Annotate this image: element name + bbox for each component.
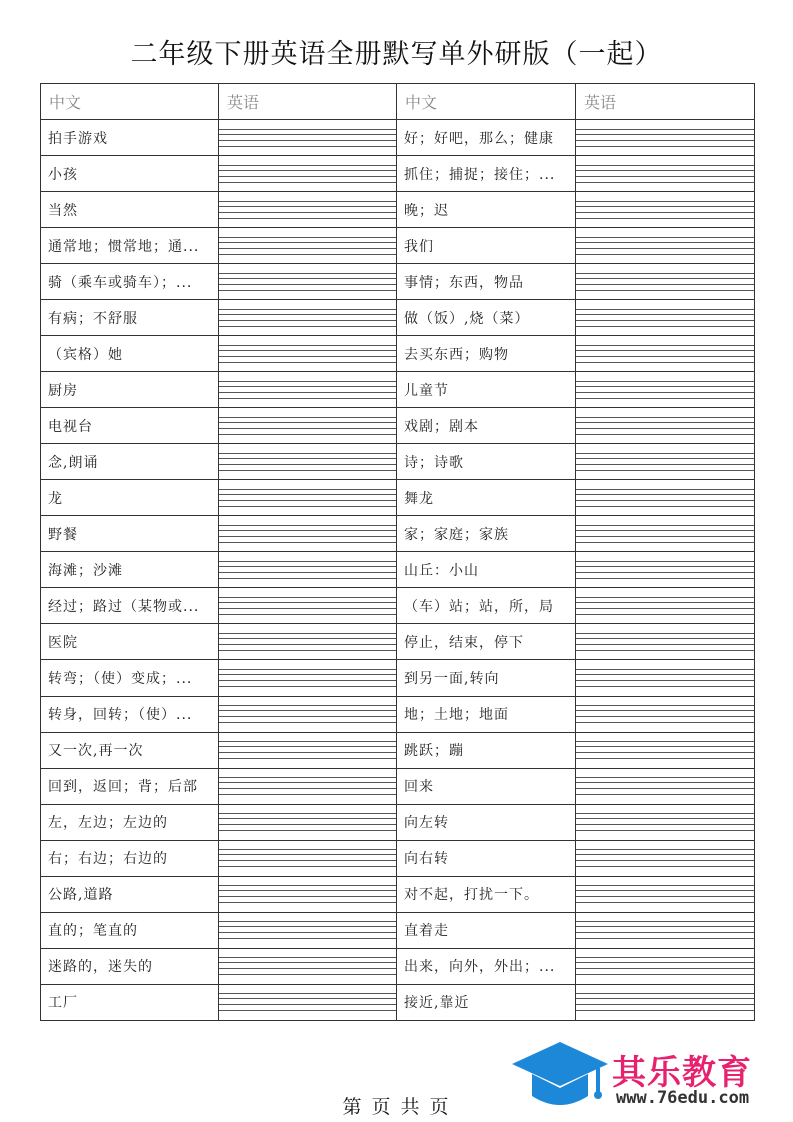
english-answer-right[interactable] [576,228,755,264]
writing-lines [576,741,754,759]
chinese-word-right: 事情；东西，物品 [397,264,576,300]
english-answer-right[interactable] [576,264,755,300]
chinese-word-right: 山丘：小山 [397,552,576,588]
writing-lines [576,597,754,615]
writing-lines [576,489,754,507]
writing-lines [219,849,396,867]
chinese-word-right: 接近,靠近 [397,984,576,1020]
english-answer-left[interactable] [219,408,397,444]
table-row [41,336,755,372]
english-answer-left[interactable] [219,192,397,228]
english-answer-left[interactable] [219,120,397,156]
writing-lines [219,957,396,975]
english-answer-left[interactable] [219,372,397,408]
english-answer-right[interactable] [576,408,755,444]
table-row [41,876,755,912]
table-row [41,732,755,768]
chinese-word-right: 到另一面,转向 [397,660,576,696]
chinese-word-left: （宾格）她 [41,336,219,372]
writing-lines [219,273,396,291]
writing-lines [219,705,396,723]
chinese-word-right: 儿童节 [397,372,576,408]
chinese-word-left: 拍手游戏 [41,120,219,156]
chinese-word-left: 医院 [41,624,219,660]
header-chinese-left: 中文 [41,84,219,120]
chinese-word-right: 舞龙 [397,480,576,516]
header-chinese-right: 中文 [397,84,576,120]
chinese-word-left: 右；右边；右边的 [41,840,219,876]
chinese-word-left: 龙 [41,480,219,516]
writing-lines [576,993,754,1011]
table-row [41,444,755,480]
english-answer-left[interactable] [219,300,397,336]
chinese-word-left: 有病；不舒服 [41,300,219,336]
writing-lines [576,345,754,363]
table-row [41,480,755,516]
writing-lines [219,633,396,651]
table-row [41,264,755,300]
chinese-word-right: 向左转 [397,804,576,840]
writing-lines [219,201,396,219]
writing-lines [576,309,754,327]
chinese-word-left: 公路,道路 [41,876,219,912]
english-answer-right[interactable] [576,588,755,624]
writing-lines [576,201,754,219]
chinese-word-right: 停止，结束，停下 [397,624,576,660]
english-answer-left[interactable] [219,264,397,300]
english-answer-left[interactable] [219,588,397,624]
vocab-table [40,83,755,1021]
writing-lines [219,165,396,183]
page-title: 二年级下册英语全册默写单外研版（一起） [130,39,663,70]
chinese-word-left: 野餐 [41,516,219,552]
chinese-word-right: 做（饭）,烧（菜） [397,300,576,336]
english-answer-left[interactable] [219,696,397,732]
vocab-rows [41,120,755,1021]
chinese-word-right: 戏剧；剧本 [397,408,576,444]
writing-lines [576,525,754,543]
chinese-word-right: 抓住；捕捉；接住；... [397,156,576,192]
english-answer-left[interactable] [219,444,397,480]
english-answer-right[interactable] [576,552,755,588]
writing-lines [576,885,754,903]
english-answer-right[interactable] [576,516,755,552]
table-row [41,660,755,696]
table-row [41,624,755,660]
writing-lines [576,381,754,399]
chinese-word-right: 家；家庭；家族 [397,516,576,552]
english-answer-right[interactable] [576,840,755,876]
english-answer-right[interactable] [576,804,755,840]
chinese-word-left: 回到，返回；背；后部 [41,768,219,804]
table-row [41,984,755,1020]
table-row [41,912,755,948]
english-answer-right[interactable] [576,984,755,1020]
chinese-word-right: 晚；迟 [397,192,576,228]
table-row [41,516,755,552]
english-answer-right[interactable] [576,660,755,696]
writing-lines [219,561,396,579]
english-answer-left[interactable] [219,228,397,264]
chinese-word-right: 直着走 [397,912,576,948]
logo-name: 其乐教育 [612,1053,752,1093]
writing-lines [219,381,396,399]
writing-lines [219,417,396,435]
table-header-row [41,84,755,120]
english-answer-right[interactable] [576,876,755,912]
chinese-word-left: 通常地；惯常地；通... [41,228,219,264]
english-answer-right[interactable] [576,192,755,228]
page-footer: 第 页 共 页 [342,1096,451,1118]
brand-logo [510,1040,790,1118]
writing-lines [576,129,754,147]
english-answer-left[interactable] [219,156,397,192]
writing-lines [219,777,396,795]
writing-lines [576,957,754,975]
english-answer-left[interactable] [219,336,397,372]
table-row [41,840,755,876]
graduation-cap-icon [510,1040,610,1118]
english-answer-left[interactable] [219,912,397,948]
english-answer-right[interactable] [576,156,755,192]
chinese-word-left: 直的；笔直的 [41,912,219,948]
english-answer-left[interactable] [219,840,397,876]
chinese-word-left: 经过；路过（某物或... [41,588,219,624]
header-english-left: 英语 [219,84,397,120]
chinese-word-right: 诗；诗歌 [397,444,576,480]
chinese-word-right: 跳跃；蹦 [397,732,576,768]
chinese-word-left: 海滩；沙滩 [41,552,219,588]
writing-lines [219,993,396,1011]
writing-lines [219,129,396,147]
english-answer-right[interactable] [576,912,755,948]
english-answer-right[interactable] [576,948,755,984]
table-row [41,552,755,588]
writing-lines [576,849,754,867]
english-answer-right[interactable] [576,372,755,408]
writing-lines [576,273,754,291]
chinese-word-left: 小孩 [41,156,219,192]
chinese-word-left: 念,朗诵 [41,444,219,480]
chinese-word-left: 当然 [41,192,219,228]
english-answer-right[interactable] [576,696,755,732]
writing-lines [219,813,396,831]
writing-lines [576,165,754,183]
chinese-word-right: 去买东西；购物 [397,336,576,372]
writing-lines [576,237,754,255]
table-row [41,768,755,804]
english-answer-right[interactable] [576,444,755,480]
writing-lines [219,921,396,939]
english-answer-right[interactable] [576,300,755,336]
english-answer-right[interactable] [576,120,755,156]
writing-lines [219,345,396,363]
writing-lines [219,669,396,687]
chinese-word-left: 左，左边；左边的 [41,804,219,840]
chinese-word-right: 向右转 [397,840,576,876]
table-row [41,192,755,228]
writing-lines [576,453,754,471]
english-answer-left[interactable] [219,732,397,768]
table-row [41,372,755,408]
writing-lines [219,453,396,471]
writing-lines [576,669,754,687]
english-answer-left[interactable] [219,480,397,516]
writing-lines [576,705,754,723]
chinese-word-right: 对不起，打扰一下。 [397,876,576,912]
english-answer-left[interactable] [219,552,397,588]
english-answer-left[interactable] [219,768,397,804]
writing-lines [576,921,754,939]
writing-lines [576,813,754,831]
writing-lines [219,525,396,543]
table-row [41,228,755,264]
writing-lines [219,237,396,255]
chinese-word-right: 出来，向外，外出；... [397,948,576,984]
chinese-word-left: 又一次,再一次 [41,732,219,768]
writing-lines [219,597,396,615]
table-row [41,696,755,732]
writing-lines [576,561,754,579]
chinese-word-left: 转身，回转；（使）... [41,696,219,732]
chinese-word-left: 电视台 [41,408,219,444]
table-row [41,156,755,192]
chinese-word-right: 我们 [397,228,576,264]
writing-lines [219,309,396,327]
writing-lines [219,885,396,903]
english-answer-left[interactable] [219,516,397,552]
table-row [41,804,755,840]
english-answer-left[interactable] [219,804,397,840]
chinese-word-right: 回来 [397,768,576,804]
chinese-word-right: 地；土地；地面 [397,696,576,732]
english-answer-right[interactable] [576,336,755,372]
writing-lines [219,489,396,507]
chinese-word-left: 工厂 [41,984,219,1020]
english-answer-right[interactable] [576,624,755,660]
writing-lines [576,777,754,795]
english-answer-right[interactable] [576,480,755,516]
chinese-word-left: 厨房 [41,372,219,408]
english-answer-right[interactable] [576,732,755,768]
chinese-word-left: 迷路的，迷失的 [41,948,219,984]
english-answer-left[interactable] [219,948,397,984]
table-row [41,588,755,624]
english-answer-left[interactable] [219,660,397,696]
header-english-right: 英语 [576,84,755,120]
table-row [41,948,755,984]
chinese-word-left: 转弯；（使）变成；... [41,660,219,696]
chinese-word-right: 好；好吧，那么；健康 [397,120,576,156]
logo-url: www.76edu.com [616,1088,750,1108]
writing-lines [576,417,754,435]
table-row [41,120,755,156]
english-answer-left[interactable] [219,624,397,660]
english-answer-right[interactable] [576,768,755,804]
english-answer-left[interactable] [219,876,397,912]
table-row [41,408,755,444]
english-answer-left[interactable] [219,984,397,1020]
chinese-word-left: 骑（乘车或骑车）；... [41,264,219,300]
chinese-word-right: （车）站；站，所，局 [397,588,576,624]
writing-lines [219,741,396,759]
table-row [41,300,755,336]
writing-lines [576,633,754,651]
